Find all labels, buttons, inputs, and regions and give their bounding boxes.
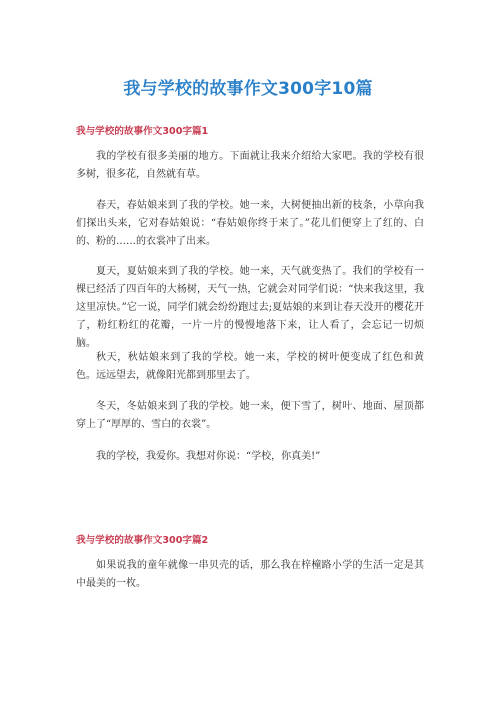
section-heading-1: 我与学校的故事作文300字篇1 (76, 126, 209, 137)
paragraph-winter: 冬天，冬姑娘来到了我的学校。她一来，便下雪了，树叶、地面、屋顶都穿上了“厚厚的、雪白的衣裳”。 (76, 401, 424, 430)
document-title: 我与学校的故事作文300字10篇 (123, 79, 373, 99)
paragraph-intro: 我的学校有很多美丽的地方。下面就让我来介绍给大家吧。我的学校有很多树，很多花，自然就有草。 (76, 151, 424, 180)
paragraph-section2-intro: 如果说我的童年就像一串贝壳的话，那么我在梓橦路小学的生活一定是其中最美的一枚。 (76, 560, 424, 589)
paragraph-spring: 春天，春姑娘来到了我的学校。她一来，大树便抽出新的枝条，小草向我们探出头来，它对春姑娘说：“春姑娘你终于来了。”花儿们便穿上了红的、白的、粉的……的衣裳冲了出来。 (76, 200, 424, 247)
paragraph-autumn: 秋天，秋姑娘来到了我的学校。她一来，学校的树叶便变成了红色和黄色。远远望去，就像阳光都到那里去了。 (76, 352, 424, 381)
section-heading-2: 我与学校的故事作文300字篇2 (76, 535, 209, 546)
paragraph-closing: 我的学校，我爱你。我想对你说：“学校，你真美!” (96, 451, 321, 462)
paragraph-summer: 夏天，夏姑娘来到了我的学校。她一来，天气就变热了。我们的学校有一棵已经活了四百年的大杨树，天气一热，它就会对同学们说：“快来我这里，我这里凉快。”它一说，同学们就会纷纷跑过去;夏姑娘的来到让春天没开的樱花开了，粉红粉红的花瓣，一片一片的慢慢地落下来，让人看了，会忘记一切烦脑。 (76, 266, 424, 349)
